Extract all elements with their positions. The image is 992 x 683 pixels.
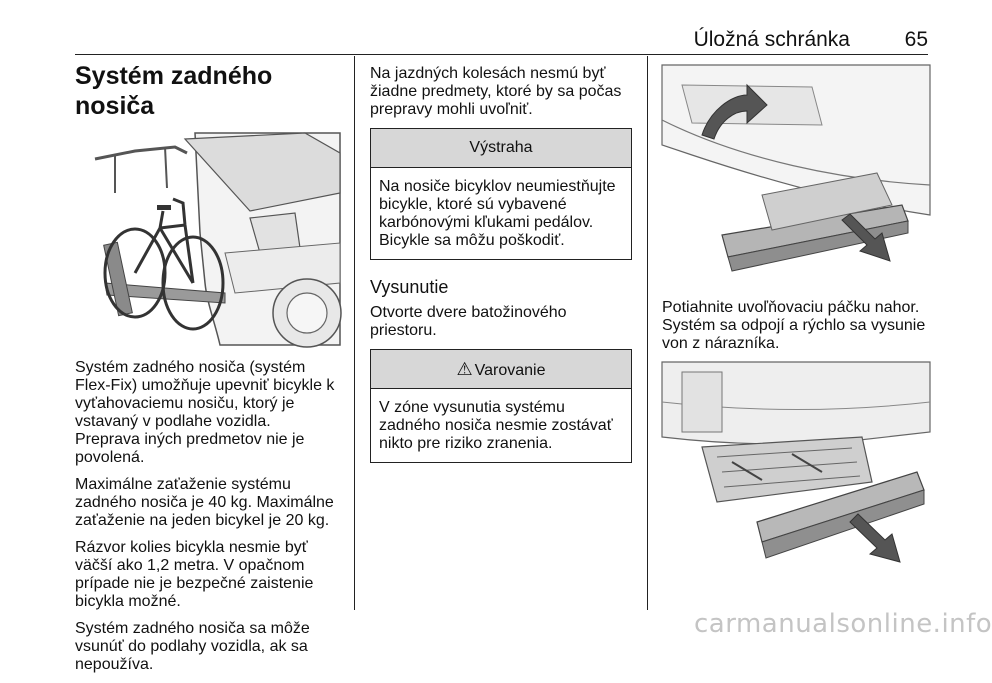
figure-caption: Potiahnite uvoľňovaciu páčku nahor. Systém sa odpojí a rýchlo sa vysunie von z nárazníka. — [662, 299, 926, 352]
column-3 — [662, 55, 930, 572]
bicycle-carrier-illustration — [75, 133, 340, 345]
release-lever-illustration — [662, 65, 930, 285]
column-1 — [75, 55, 340, 683]
warning-text: V zóne vysunutia systému zadného nosiča nesmie zostávať nikto pre riziko zranenia. — [379, 399, 613, 452]
caution-box — [370, 128, 632, 260]
subsection-title: Vysunutie — [370, 277, 449, 297]
page-number: 65 — [904, 28, 928, 51]
watermark: carmanualsonline.info — [694, 609, 992, 639]
caution-title: Výstraha — [371, 129, 631, 168]
section-title: Systém zadného nosiča — [75, 62, 273, 120]
subsection-text: Otvorte dvere batožinového priestoru. — [370, 304, 567, 339]
intro-paragraph: Na jazdných kolesách nesmú byť žiadne predmety, ktoré by sa počas prepravy mohli uvoľniť. — [370, 65, 622, 118]
column-divider-1 — [354, 56, 355, 610]
column-2 — [370, 55, 632, 463]
paragraph-1: Systém zadného nosiča (systém Flex-Fix) umožňuje upevniť bicykle k vyťahovaciemu nosiču, ktorý je vstavaný v podlahe vozidla. Preprava iných predmetov nie je povolená. — [75, 359, 335, 466]
page-header — [75, 28, 928, 54]
warning-triangle-icon: ⚠ — [456, 359, 473, 379]
extended-carrier-illustration — [662, 362, 930, 572]
paragraph-2: Maximálne zaťaženie systému zadného nosiča je 40 kg. Maximálne zaťaženie na jeden bicykel je 20 kg. — [75, 476, 334, 529]
caution-text: Na nosiče bicyklov neumiestňujte bicykle, ktoré sú vybavené karbónovými kľukami pedálov. Bicykle sa môžu poškodiť. — [379, 178, 616, 249]
paragraph-3: Rázvor kolies bicykla nesmie byť väčší ako 1,2 metra. V opačnom prípade nie je bezpečné zaistenie bicykla možné. — [75, 539, 314, 610]
paragraph-4: Systém zadného nosiča sa môže vsunúť do podlahy vozidla, ak sa nepoužíva. — [75, 620, 310, 673]
column-divider-2 — [647, 56, 648, 610]
running-title: Úložná schránka — [693, 28, 850, 51]
warning-box — [370, 349, 632, 463]
warning-title: Varovanie — [474, 362, 546, 379]
warning-header — [371, 350, 631, 389]
